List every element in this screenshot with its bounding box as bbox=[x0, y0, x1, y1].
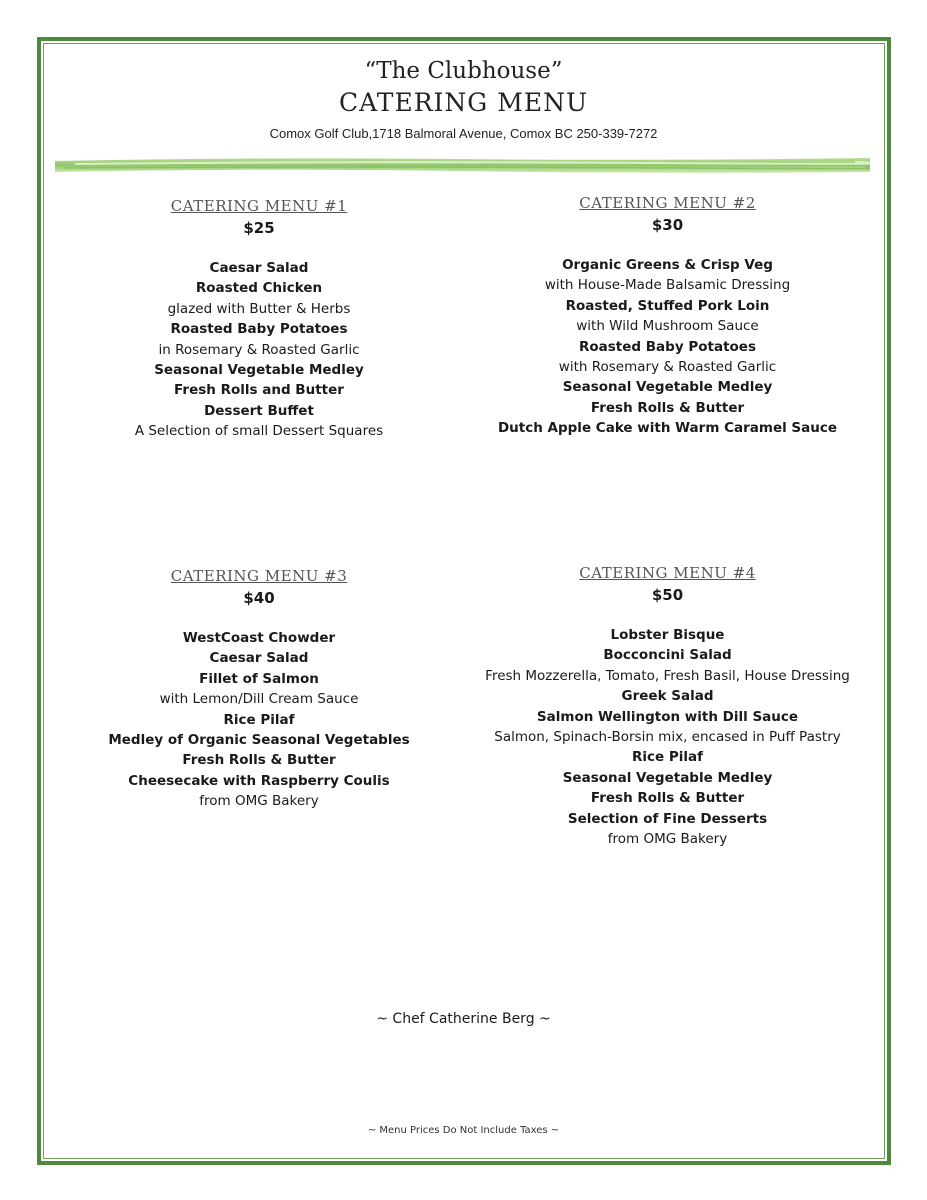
menu-price: $30 bbox=[651, 216, 684, 234]
menu-heading: CATERING MENU #3 bbox=[170, 567, 348, 585]
restaurant-name: “The Clubhouse” bbox=[364, 58, 563, 84]
menu-heading: CATERING MENU #1 bbox=[170, 197, 348, 215]
menu-dish: Rice Pilaf bbox=[631, 749, 703, 766]
menu-title: CATERING MENU bbox=[338, 88, 589, 117]
menu-dish: Bocconcini Salad bbox=[603, 647, 732, 664]
menu-dish: Caesar Salad bbox=[209, 260, 309, 276]
menu-price: $25 bbox=[243, 219, 275, 237]
menu-dish: Fresh Rolls & Butter bbox=[590, 399, 745, 416]
menu-dish-description: A Selection of small Dessert Squares bbox=[134, 423, 384, 440]
catering-menu-3 bbox=[100, 565, 418, 812]
menu-dish-description: in Rosemary & Roasted Garlic bbox=[158, 341, 360, 358]
menu-dish: Fresh Rolls and Butter bbox=[174, 382, 344, 399]
catering-menu-4 bbox=[470, 562, 865, 849]
menu-dish: Fillet of Salmon bbox=[199, 670, 319, 687]
chef-signature: ~ Chef Catherine Berg ~ bbox=[376, 1011, 551, 1027]
menu-dish: Roasted Chicken bbox=[195, 280, 323, 297]
menu-price: $40 bbox=[243, 589, 275, 607]
menu-dish-description: Salmon, Spinach-Borsin mix, encased in Puff Pastry bbox=[494, 729, 841, 746]
menu-dish-description: with Rosemary & Roasted Garlic bbox=[558, 359, 777, 376]
menu-dish: Seasonal Vegetable Medley bbox=[154, 362, 364, 379]
menu-dish: Cheesecake with Raspberry Coulis bbox=[128, 772, 390, 789]
menu-dish: Dessert Buffet bbox=[204, 402, 314, 419]
menu-dish: Caesar Salad bbox=[209, 650, 309, 667]
menu-heading: CATERING MENU #2 bbox=[579, 194, 756, 212]
menu-dish-description: with Wild Mushroom Sauce bbox=[576, 318, 759, 335]
menu-dish-description: Fresh Mozzerella, Tomato, Fresh Basil, House Dressing bbox=[485, 667, 850, 684]
menu-dish: Greek Salad bbox=[621, 688, 714, 705]
menu-dish: Lobster Bisque bbox=[610, 627, 725, 643]
menu-dish-description: from OMG Bakery bbox=[199, 793, 319, 810]
menu-dish: Rice Pilaf bbox=[223, 711, 295, 728]
menu-dish: Selection of Fine Desserts bbox=[567, 810, 768, 827]
menu-heading: CATERING MENU #4 bbox=[579, 564, 756, 582]
menu-dish: Roasted, Stuffed Pork Loin bbox=[565, 297, 770, 314]
menu-dish: Fresh Rolls & Butter bbox=[182, 752, 336, 769]
menu-dish: Medley of Organic Seasonal Vegetables bbox=[108, 732, 410, 749]
menu-price: $50 bbox=[651, 586, 684, 604]
tax-note: ~ Menu Prices Do Not Include Taxes ~ bbox=[367, 1125, 560, 1136]
club-address: Comox Golf Club,1718 Balmoral Avenue, Comox BC 250-339-7272 bbox=[269, 126, 658, 141]
menu-dish-description: glazed with Butter & Herbs bbox=[167, 300, 351, 317]
menu-dish: Fresh Rolls & Butter bbox=[590, 790, 745, 807]
green-brush-stroke-divider bbox=[55, 155, 870, 175]
menu-dish: Salmon Wellington with Dill Sauce bbox=[536, 708, 799, 725]
menu-dish: Seasonal Vegetable Medley bbox=[562, 379, 773, 396]
menu-header bbox=[0, 56, 927, 144]
menu-dish: Seasonal Vegetable Medley bbox=[562, 769, 773, 786]
menu-dish: WestCoast Chowder bbox=[182, 630, 336, 646]
catering-menu-2 bbox=[470, 192, 865, 439]
menu-dish: Dutch Apple Cake with Warm Caramel Sauce bbox=[497, 420, 838, 437]
menu-dish: Roasted Baby Potatoes bbox=[170, 321, 348, 338]
menu-dish-description: with House-Made Balsamic Dressing bbox=[544, 277, 791, 294]
catering-menu-1 bbox=[100, 195, 418, 442]
menu-dish: Organic Greens & Crisp Veg bbox=[562, 257, 773, 273]
menu-dish-description: with Lemon/Dill Cream Sauce bbox=[159, 691, 359, 708]
menu-dish-description: from OMG Bakery bbox=[607, 831, 728, 848]
menu-dish: Roasted Baby Potatoes bbox=[578, 338, 756, 355]
